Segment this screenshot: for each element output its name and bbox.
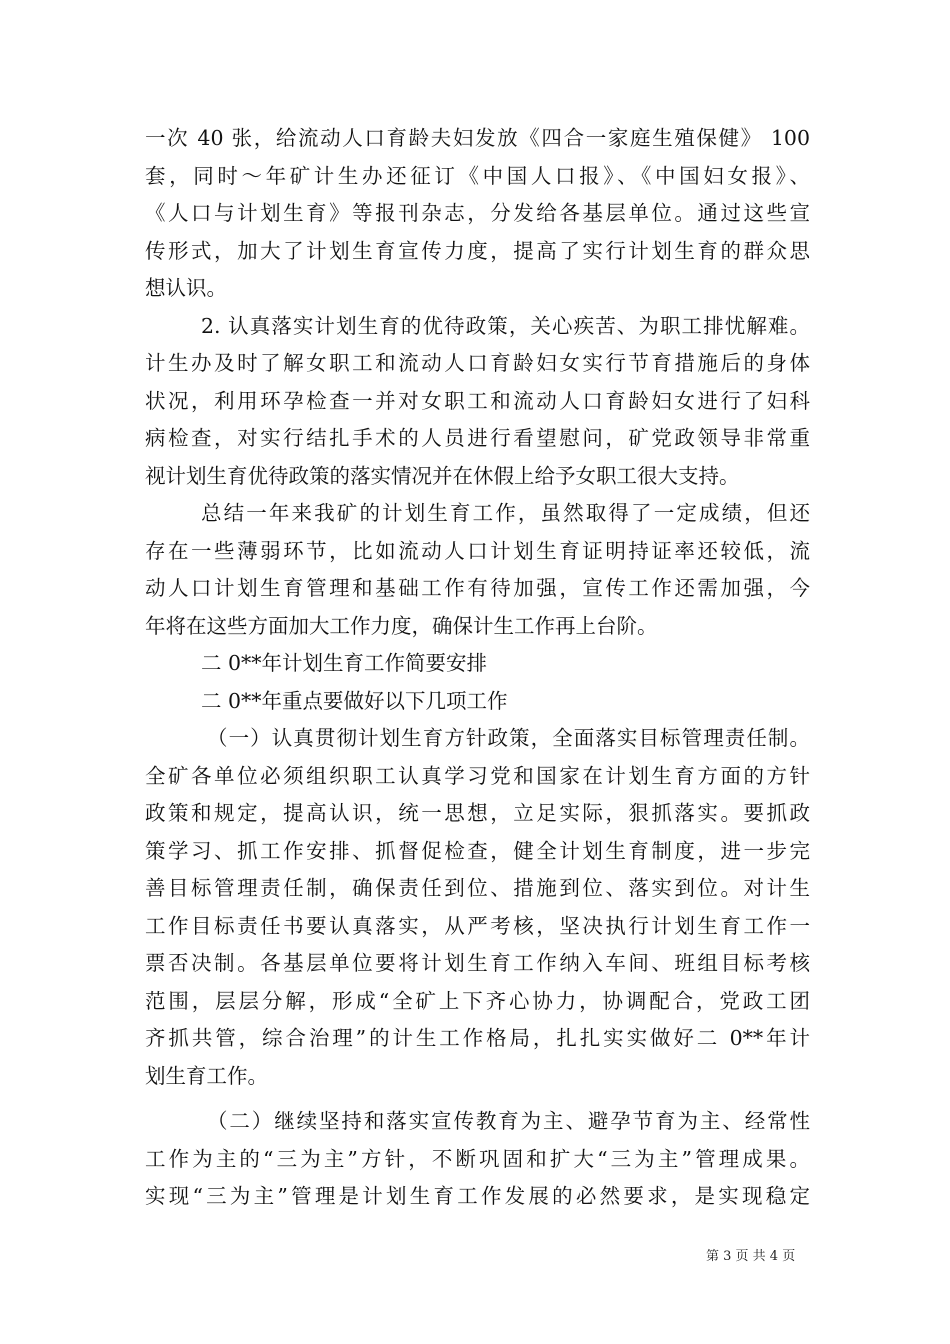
text-line: 工作目标责任书要认真落实，从严考核，坚决执行计划生育工作一 [145, 913, 810, 938]
text-line: 策学习、抓工作安排、抓督促检查，健全计划生育制度，进一步完 [145, 838, 810, 863]
text-line: 传形式，加大了计划生育宣传力度，提高了实行计划生育的群众思 [145, 238, 810, 263]
text-line: 一次 40 张，给流动人口育龄夫妇发放《四合一家庭生殖保健》 100 [145, 126, 810, 150]
text-line: 齐抓共管，综合治理”的计生工作格局，扎扎实实做好二 0**年计 [145, 1026, 810, 1050]
page-number: 第 3 页 共 4 页 [706, 1249, 796, 1264]
text-line: 政策和规定，提高认识，统一思想，立足实际，狠抓落实。要抓政 [145, 801, 810, 825]
text-line: 想认识。 [145, 276, 227, 300]
text-line: 视计划生育优待政策的落实情况并在休假上给予女职工很大支持。 [145, 463, 740, 488]
paragraph-start-line: 总结一年来我矿的计划生育工作，虽然取得了一定成绩，但还 [201, 501, 810, 525]
paragraph-start-line: （二）继续坚持和落实宣传教育为主、避孕节育为主、经常性 [207, 1109, 810, 1133]
text-line: 全矿各单位必须组织职工认真学习党和国家在计划生育方面的方针 [145, 763, 810, 788]
text-line: 工作为主的“三为主”方针，不断巩固和扩大“三为主”管理成果。 [145, 1146, 810, 1171]
text-line: 划生育工作。 [145, 1063, 268, 1088]
text-line: 病检查，对实行结扎手术的人员进行看望慰问，矿党政领导非常重 [145, 426, 810, 450]
text-line: 善目标管理责任制，确保责任到位、措施到位、落实到位。对计生 [145, 876, 810, 900]
text-line: 《人口与计划生育》等报刊杂志，分发给各基层单位。通过这些宣 [145, 201, 810, 225]
text-line: 实现“三为主”管理是计划生育工作发展的必然要求，是实现稳定 [145, 1184, 810, 1208]
text-line: 年将在这些方面加大工作力度，确保计生工作再上台阶。 [145, 613, 658, 638]
text-line: 票否决制。各基层单位要将计划生育工作纳入车间、班组目标考核 [145, 951, 810, 975]
text-line: 状况，利用环孕检查一并对女职工和流动人口育龄妇女进行了妇科 [145, 388, 810, 413]
text-line: 存在一些薄弱环节，比如流动人口计划生育证明持证率还较低，流 [145, 538, 810, 563]
text-line: 套，同时～年矿计生办还征订《中国人口报》、《中国妇女报》、 [145, 163, 810, 188]
paragraph-start-line: （一）认真贯彻计划生育方针政策，全面落实目标管理责任制。 [207, 726, 810, 750]
text-line: 范围，层层分解，形成“全矿上下齐心协力，协调配合，党政工团 [145, 988, 810, 1013]
text-line: 计生办及时了解女职工和流动人口育龄妇女实行节育措施后的身体 [145, 351, 810, 375]
text-line: 动人口计划生育管理和基础工作有待加强，宣传工作还需加强，今 [145, 576, 810, 600]
section-heading: 二 0**年重点要做好以下几项工作 [201, 688, 508, 713]
document-body [145, 120, 810, 1216]
section-heading: 二 0**年计划生育工作简要安排 [201, 651, 488, 675]
paragraph-start-line: 2. 认真落实计划生育的优待政策，关心疾苦、为职工排忧解难。 [201, 313, 810, 338]
